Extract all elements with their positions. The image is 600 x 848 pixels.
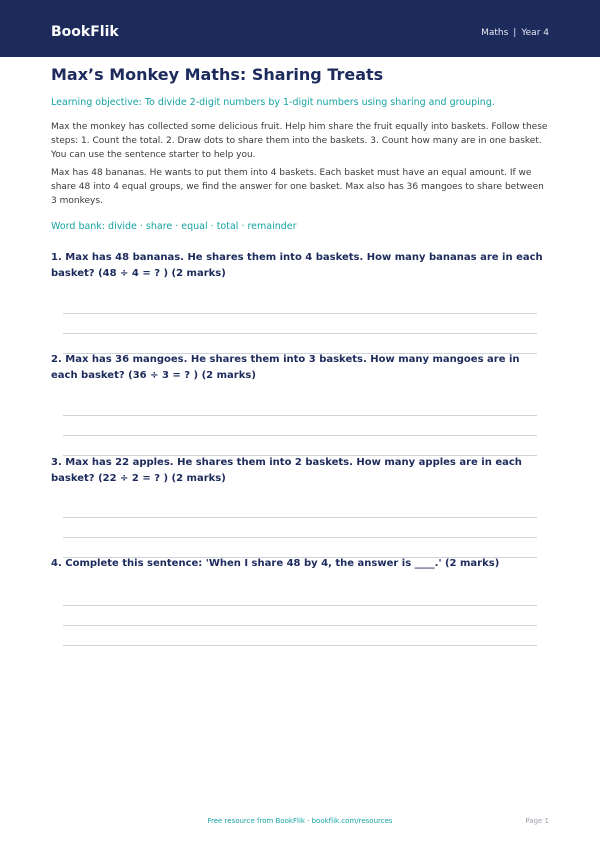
- answer-line[interactable]: [63, 645, 537, 646]
- answer-line[interactable]: [63, 435, 537, 436]
- question-4: 4. Complete this sentence: 'When I share 48 by 4, the answer is ____.' (2 marks): [51, 558, 500, 569]
- header-bar: [0, 0, 600, 57]
- answer-line[interactable]: [63, 415, 537, 416]
- answer-line[interactable]: [63, 537, 537, 538]
- question-2: 2. Max has 36 mangoes. He shares them into 3 baskets. How many mangoes are in each basket? (36 ÷ 3 = ? ) (2 marks): [51, 354, 520, 381]
- subject-label: Maths: [481, 28, 509, 38]
- footer-text[interactable]: Free resource from BookFlik · bookflik.com/resources: [207, 817, 393, 825]
- intro-paragraph: Max the monkey has collected some delicious fruit. Help him share the fruit equally into baskets. Follow these steps: 1. Count the total. 2. Draw dots to share them into the baskets. 3. Count how many are in one basket. You can use the sentence starter to help you.: [51, 122, 548, 160]
- subject-year: [481, 27, 549, 39]
- question-3: 3. Max has 22 apples. He shares them into 2 baskets. How many apples are in each basket? (22 ÷ 2 = ? ) (2 marks): [51, 457, 522, 484]
- context-paragraph: Max has 48 bananas. He wants to put them into 4 baskets. Each basket must have an equal amount. If we share 48 into 4 equal groups, we find the answer for one basket. Max also has 36 mangoes to share between 3 monkeys.: [51, 168, 544, 206]
- page-title: Max’s Monkey Maths: Sharing Treats: [51, 65, 384, 84]
- year-label: Year 4: [521, 28, 549, 38]
- separator: |: [513, 28, 517, 38]
- learning-objective: Learning objective: To divide 2-digit numbers by 1-digit numbers using sharing and grouping.: [51, 97, 495, 108]
- question-1: 1. Max has 48 bananas. He shares them into 4 baskets. How many bananas are in each basket? (48 ÷ 4 = ? ) (2 marks): [51, 252, 543, 279]
- page-number: Page 1: [525, 817, 549, 825]
- word-bank: Word bank: divide · share · equal · total · remainder: [51, 221, 297, 232]
- answer-line[interactable]: [63, 625, 537, 626]
- answer-line[interactable]: [63, 517, 537, 518]
- answer-line[interactable]: [63, 333, 537, 334]
- answer-line[interactable]: [63, 605, 537, 606]
- answer-line[interactable]: [63, 313, 537, 314]
- brand-logo[interactable]: BookFlik: [51, 24, 119, 40]
